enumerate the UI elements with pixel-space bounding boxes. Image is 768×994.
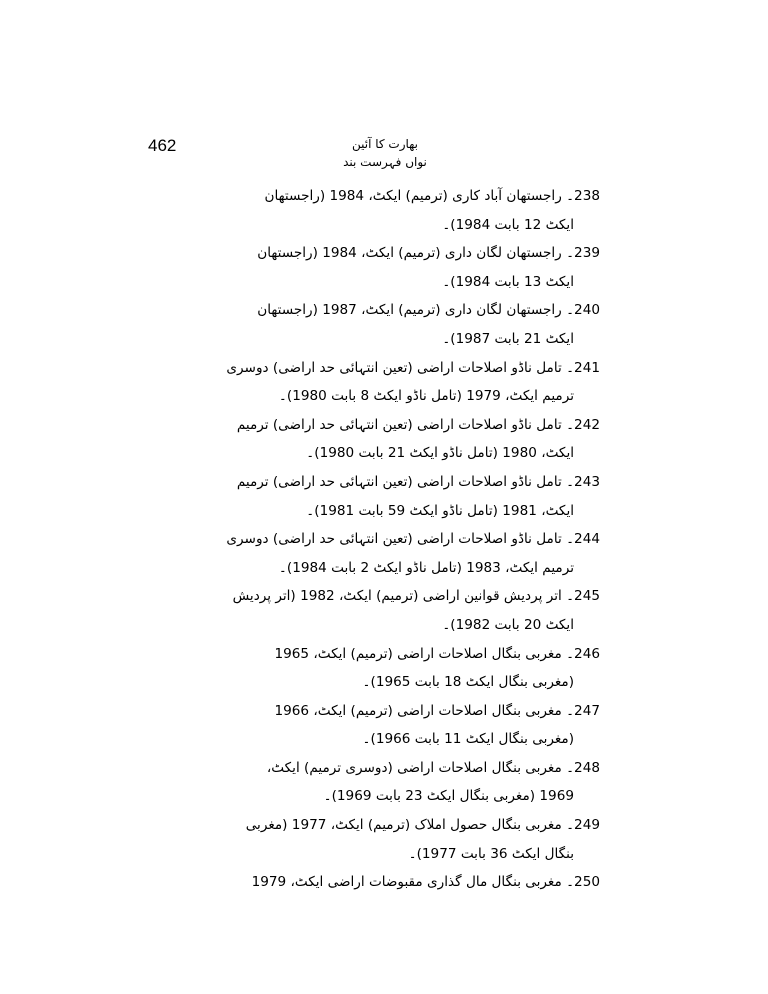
page-number: 462	[148, 136, 177, 155]
entry-245	[232, 582, 600, 639]
entry-line: (مغربی بنگال ایکٹ 11 بابت 1966)۔	[362, 731, 574, 748]
entry-line: 243۔ تامل ناڈو اصلاحات اراضی (تعین انتہائی حد اراضی) ترمیم	[236, 473, 600, 490]
entry-line: ایکٹ، 1981 (تامل ناڈو ایکٹ 59 بابت 1981)۔	[306, 502, 574, 519]
entry-line: 1969 (مغربی بنگال ایکٹ 23 بابت 1969)۔	[323, 788, 574, 805]
entry-240	[257, 296, 600, 353]
entry-244	[226, 525, 600, 582]
entry-line: 249۔ مغربی بنگال حصول املاک (ترمیم) ایکٹ، 1977 (مغربی	[245, 817, 600, 834]
entry-line: 248۔ مغربی بنگال اصلاحات اراضی (دوسری ترمیم) ایکٹ،	[266, 759, 600, 776]
entry-line: ایکٹ 21 بابت 1987)۔	[442, 330, 574, 347]
entry-line: 242۔ تامل ناڈو اصلاحات اراضی (تعین انتہائی حد اراضی) ترمیم	[236, 416, 600, 433]
entry-241	[226, 354, 600, 411]
entry-line: 239۔ راجستھان لگان داری (ترمیم) ایکٹ، 1984 (راجستھان	[257, 245, 600, 262]
entry-line: 240۔ راجستھان لگان داری (ترمیم) ایکٹ، 1987 (راجستھان	[257, 302, 600, 319]
entry-line: 247۔ مغربی بنگال اصلاحات اراضی (ترمیم) ایکٹ، 1966	[274, 702, 600, 719]
entry-line: ایکٹ، 1980 (تامل ناڈو ایکٹ 21 بابت 1980)۔	[306, 445, 574, 462]
header-title: بھارت کا آئین	[351, 137, 419, 151]
entry-242	[236, 411, 600, 468]
entry-249	[245, 811, 600, 868]
entry-250	[251, 868, 600, 897]
entry-line: (مغربی بنگال ایکٹ 18 بابت 1965)۔	[362, 674, 574, 691]
entry-line: 238۔ راجستھان آباد کاری (ترمیم) ایکٹ، 1984 (راجستھان	[264, 188, 600, 204]
entry-line: 250۔ مغربی بنگال مال گذاری مقبوضات اراضی ایکٹ، 1979	[251, 874, 600, 891]
entry-line: ایکٹ 20 بابت 1982)۔	[442, 616, 574, 633]
entry-line: 246۔ مغربی بنگال اصلاحات اراضی (ترمیم) ایکٹ، 1965	[274, 645, 600, 662]
entry-line: ایکٹ 13 بابت 1984)۔	[442, 273, 574, 290]
entry-238	[264, 182, 600, 239]
header-subtitle: نواں فہرست بند	[343, 155, 427, 169]
schedule-entries	[226, 182, 600, 897]
entry-line: ترمیم ایکٹ، 1983 (تامل ناڈو ایکٹ 2 بابت 1984)۔	[278, 559, 574, 576]
entry-line: ایکٹ 12 بابت 1984)۔	[442, 216, 574, 233]
entry-line: بنگال ایکٹ 36 بابت 1977)۔	[408, 845, 574, 862]
entry-246	[274, 640, 600, 697]
entry-line: ترمیم ایکٹ، 1979 (تامل ناڈو ایکٹ 8 بابت 1980)۔	[278, 388, 574, 405]
entry-line: 245۔ اتر پردیش قوانین اراضی (ترمیم) ایکٹ، 1982 (اتر پردیش	[232, 588, 600, 605]
entry-248	[266, 754, 600, 811]
entry-247	[274, 697, 600, 754]
entry-243	[236, 468, 600, 525]
entry-239	[257, 239, 600, 296]
entry-line: 241۔ تامل ناڈو اصلاحات اراضی (تعین انتہائی حد اراضی) دوسری	[226, 359, 600, 376]
entry-line: 244۔ تامل ناڈو اصلاحات اراضی (تعین انتہائی حد اراضی) دوسری	[226, 531, 600, 548]
